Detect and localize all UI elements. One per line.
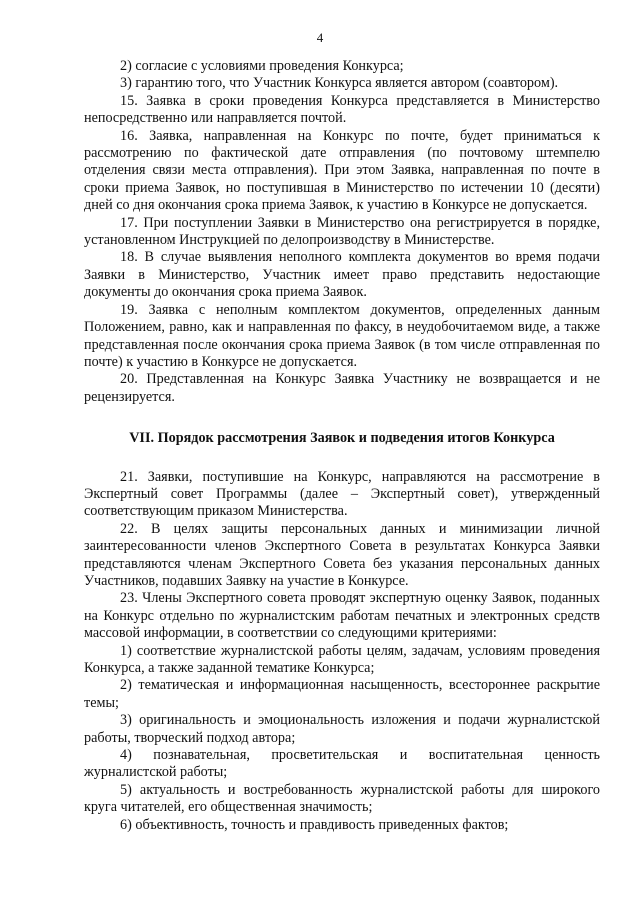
paragraph-18: 18. В случае выявления неполного комплекта документов во время подачи Заявки в Министерство, Участник имеет право представить недостающие документы до окончания срока приема Заявок. (84, 249, 600, 301)
paragraph-22: 22. В целях защиты персональных данных и минимизации личной заинтересованности членов Экспертного Совета в результатах Конкурса Заявки представляются членам Экспертного Совета без указания персональных данных Участников, подавших Заявку на участие в Конкурсе. (84, 520, 600, 589)
paragraph-17: 17. При поступлении Заявки в Министерство она регистрируется в порядке, установленном Инструкцией по делопроизводству в Министерстве. (84, 214, 600, 249)
paragraph-21: 21. Заявки, поступившие на Конкурс, направляются на рассмотрение в Экспертный совет Программы (далее – Экспертный совет), утвержденный соответствующим приказом Министерства. (84, 468, 600, 520)
page-number: 4 (316, 30, 324, 45)
section-heading: VII. Порядок рассмотрения Заявок и подведения итогов Конкурса (129, 430, 555, 447)
criterion-2: 2) тематическая и информационная насыщенность, всестороннее раскрытие темы; (84, 677, 600, 711)
paragraph-23: 23. Члены Экспертного совета проводят экспертную оценку Заявок, поданных на Конкурс отдельно по журналистским работам печатных и электронных средств массовой информации, в соответствии со следующими критериями: (84, 590, 600, 642)
criterion-4: 4) познавательная, просветительская и воспитательная ценность журналистской работы; (84, 747, 600, 781)
paragraph-16: 16. Заявка, направленная на Конкурс по почте, будет приниматься к рассмотрению по фактической дате отправления (по почтовому штемпелю отделения связи места отправления). При этом Заявка, направленная по почте в сроки приема Заявок, но поступившая в Министерство по истечении 10 (десяти) дней со дня окончания срока приема Заявок, к участию в Конкурсе не допускается. (84, 127, 600, 214)
criterion-6: 6) объективность, точность и правдивость приведенных фактов; (120, 816, 509, 833)
criterion-3: 3) оригинальность и эмоциональность изложения и подачи журналистской работы, творческий подход автора; (84, 712, 600, 746)
criterion-5: 5) актуальность и востребованность журналистской работы для широкого круга читателей, его общественная значимость; (84, 781, 600, 816)
paragraph-15: 15. Заявка в сроки проведения Конкурса представляется в Министерство непосредственно или направляется почтой. (84, 92, 600, 127)
paragraph-20: 20. Представленная на Конкурс Заявка Участнику не возвращается и не рецензируется. (84, 371, 600, 405)
document-body (84, 58, 600, 834)
paragraph-authorship: 3) гарантию того, что Участник Конкурса является автором (соавтором). (120, 75, 559, 92)
paragraph-19: 19. Заявка с неполным комплектом документов, определенных данным Положением, равно, как и направленная по факсу, в неудобочитаемом виде, а также представленная после окончания срока приема Заявок (в том числе отправленная по почте) к участию в Конкурсе не допускается. (84, 301, 600, 370)
criterion-1: 1) соответствие журналистской работы целям, задачам, условиям проведения Конкурса, а также заданной тематике Конкурса; (84, 642, 600, 676)
paragraph-consent: 2) согласие с условиями проведения Конкурса; (120, 58, 404, 74)
